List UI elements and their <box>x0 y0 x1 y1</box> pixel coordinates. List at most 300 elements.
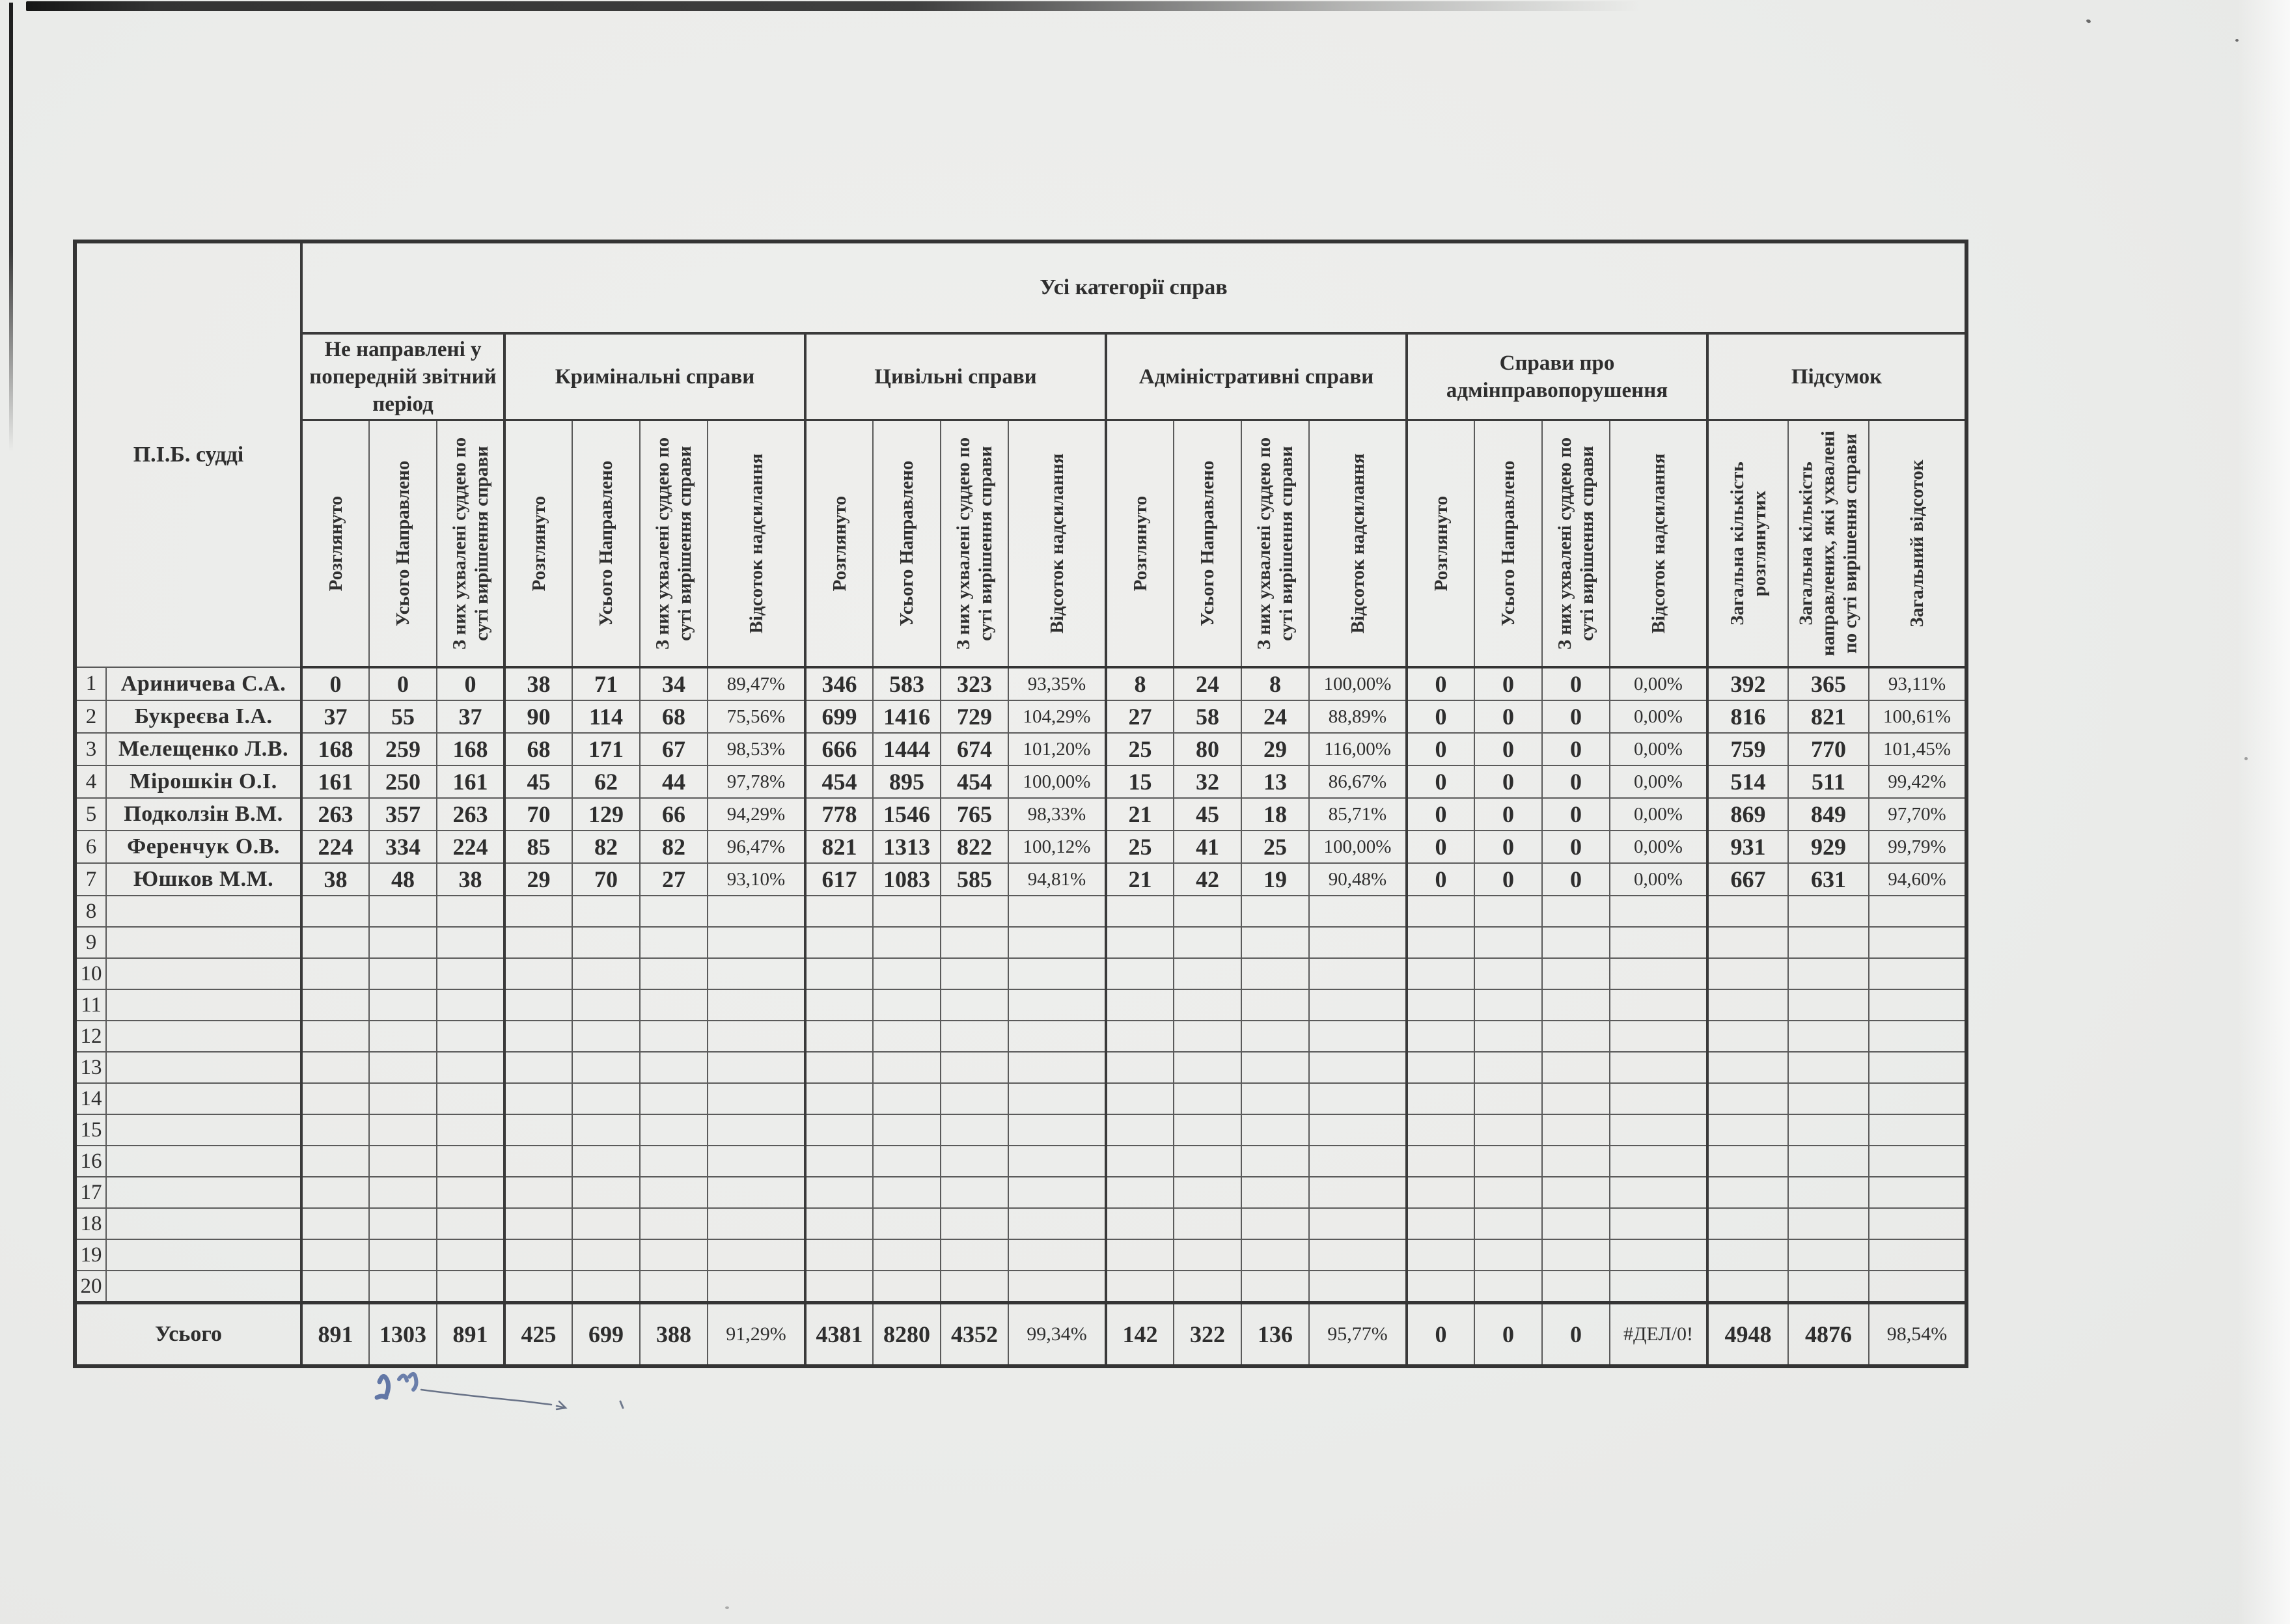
empty-cell <box>1008 1146 1106 1177</box>
empty-cell <box>941 896 1008 927</box>
all-categories-header: Усі категорії справ <box>301 241 1966 333</box>
row-number-cell: 12 <box>75 1021 106 1052</box>
rotated-label-wrap <box>440 422 501 665</box>
empty-cell <box>1241 927 1309 958</box>
empty-cell <box>941 1271 1008 1303</box>
rotated-column-header <box>1106 420 1174 668</box>
empty-cell <box>301 1239 369 1271</box>
empty-cell <box>1241 1271 1309 1303</box>
empty-cell <box>1309 958 1407 989</box>
empty-cell <box>1407 1146 1474 1177</box>
column-group-header: Не направлені у попередній звітний період <box>301 333 504 420</box>
percent-cell: 98,53% <box>708 733 805 765</box>
percent-cell: 100,00% <box>1309 667 1407 700</box>
judge-name-cell <box>106 1208 301 1239</box>
empty-cell <box>1707 1271 1788 1303</box>
judge-name-cell <box>106 1177 301 1208</box>
empty-cell <box>1008 989 1106 1021</box>
rotated-label: З них ухвалені суддею по суті вирішення справи <box>448 437 492 650</box>
empty-cell <box>301 927 369 958</box>
empty-row <box>75 1052 1966 1083</box>
scan-speck <box>725 1606 729 1609</box>
value-cell: 67 <box>640 733 708 765</box>
value-cell: 0 <box>1474 863 1542 896</box>
empty-cell <box>437 1208 504 1239</box>
row-number-cell: 15 <box>75 1114 106 1146</box>
empty-cell <box>1174 1271 1241 1303</box>
empty-cell <box>1106 958 1174 989</box>
row-number-cell: 5 <box>75 798 106 831</box>
value-cell: 38 <box>504 667 572 700</box>
value-cell: 15 <box>1106 765 1174 798</box>
value-cell: 25 <box>1106 733 1174 765</box>
empty-cell <box>941 1083 1008 1114</box>
value-cell: 29 <box>1241 733 1309 765</box>
empty-cell <box>572 1146 640 1177</box>
percent-cell: 0,00% <box>1610 831 1707 863</box>
empty-row <box>75 1208 1966 1239</box>
empty-cell <box>1869 1052 1966 1083</box>
percent-cell: 90,48% <box>1309 863 1407 896</box>
empty-cell <box>708 989 805 1021</box>
empty-row <box>75 958 1966 989</box>
empty-cell <box>572 896 640 927</box>
percent-cell: 100,61% <box>1869 700 1966 733</box>
rotated-label-wrap <box>1012 422 1102 665</box>
value-cell: 18 <box>1241 798 1309 831</box>
totals-value-cell: 136 <box>1241 1303 1309 1367</box>
judge-data-row <box>75 798 1966 831</box>
value-cell: 80 <box>1174 733 1241 765</box>
empty-cell <box>504 958 572 989</box>
empty-cell <box>301 1114 369 1146</box>
empty-cell <box>1707 896 1788 927</box>
percent-cell: 96,47% <box>708 831 805 863</box>
percent-cell: 0,00% <box>1610 863 1707 896</box>
empty-cell <box>1106 989 1174 1021</box>
empty-cell <box>1869 927 1966 958</box>
empty-cell <box>1241 1083 1309 1114</box>
empty-cell <box>504 1208 572 1239</box>
value-cell: 765 <box>941 798 1008 831</box>
empty-cell <box>873 1208 941 1239</box>
empty-cell <box>1707 1239 1788 1271</box>
empty-cell <box>369 1052 437 1083</box>
percent-cell: 0,00% <box>1610 667 1707 700</box>
column-group-header: Адміністративні справи <box>1106 333 1407 420</box>
rotated-column-header <box>504 420 572 668</box>
value-cell: 37 <box>301 700 369 733</box>
empty-cell <box>1542 989 1610 1021</box>
empty-cell <box>708 1114 805 1146</box>
empty-cell <box>1610 1052 1707 1083</box>
value-cell: 37 <box>437 700 504 733</box>
value-cell: 66 <box>640 798 708 831</box>
judge-name-cell <box>106 1146 301 1177</box>
rotated-column-header <box>873 420 941 668</box>
judge-data-row <box>75 667 1966 700</box>
empty-row <box>75 1239 1966 1271</box>
empty-cell <box>437 1271 504 1303</box>
empty-cell <box>1008 1239 1106 1271</box>
rotated-column-header <box>1610 420 1707 668</box>
totals-label: Усього <box>75 1303 301 1367</box>
empty-cell <box>873 927 941 958</box>
empty-cell <box>1869 1177 1966 1208</box>
empty-cell <box>873 1271 941 1303</box>
value-cell: 68 <box>504 733 572 765</box>
totals-value-cell: 322 <box>1174 1303 1241 1367</box>
value-cell: 27 <box>640 863 708 896</box>
empty-cell <box>437 989 504 1021</box>
empty-cell <box>1407 896 1474 927</box>
row-number-cell: 2 <box>75 700 106 733</box>
empty-cell <box>437 1239 504 1271</box>
rotated-label: З них ухвалені суддею по суті вирішення справи <box>1253 437 1297 650</box>
value-cell: 224 <box>437 831 504 863</box>
column-group-header: Кримінальні справи <box>504 333 805 420</box>
value-cell: 729 <box>941 700 1008 733</box>
empty-cell <box>1174 1208 1241 1239</box>
empty-cell <box>1542 927 1610 958</box>
empty-cell <box>941 1177 1008 1208</box>
scan-speck <box>2235 39 2239 42</box>
empty-cell <box>572 1021 640 1052</box>
value-cell: 759 <box>1707 733 1788 765</box>
value-cell: 62 <box>572 765 640 798</box>
empty-cell <box>437 927 504 958</box>
value-cell: 816 <box>1707 700 1788 733</box>
empty-cell <box>369 896 437 927</box>
value-cell: 0 <box>1474 831 1542 863</box>
judge-name-cell: Ариничева С.А. <box>106 667 301 700</box>
scanner-left-edge-artifact <box>9 3 13 452</box>
value-cell: 0 <box>369 667 437 700</box>
value-cell: 168 <box>437 733 504 765</box>
row-number-cell: 8 <box>75 896 106 927</box>
value-cell: 1416 <box>873 700 941 733</box>
empty-cell <box>369 1239 437 1271</box>
empty-cell <box>1542 1052 1610 1083</box>
page-right-highlight <box>2238 0 2290 1624</box>
empty-cell <box>1174 927 1241 958</box>
value-cell: 929 <box>1788 831 1869 863</box>
rotated-label: Розглянуто <box>1129 495 1151 592</box>
rotated-label-wrap <box>643 422 704 665</box>
value-cell: 0 <box>1407 798 1474 831</box>
empty-cell <box>873 896 941 927</box>
empty-cell <box>1788 1052 1869 1083</box>
rotated-label: З них ухвалені суддею по суті вирішення справи <box>652 437 695 650</box>
value-cell: 161 <box>437 765 504 798</box>
rotated-column-header <box>369 420 437 668</box>
value-cell: 0 <box>437 667 504 700</box>
empty-cell <box>1869 1146 1966 1177</box>
empty-row <box>75 1271 1966 1303</box>
empty-cell <box>572 1177 640 1208</box>
value-cell: 8 <box>1106 667 1174 700</box>
judge-name-cell <box>106 1083 301 1114</box>
scanner-top-edge-artifact <box>26 1 1640 11</box>
empty-cell <box>1407 927 1474 958</box>
empty-cell <box>708 1021 805 1052</box>
percent-cell: 100,00% <box>1309 831 1407 863</box>
rotated-column-header <box>1407 420 1474 668</box>
empty-cell <box>708 896 805 927</box>
empty-cell <box>1309 896 1407 927</box>
row-number-cell: 19 <box>75 1239 106 1271</box>
value-cell: 48 <box>369 863 437 896</box>
value-cell: 32 <box>1174 765 1241 798</box>
rotated-label: Усього Направлено <box>1196 460 1218 627</box>
empty-cell <box>1542 1021 1610 1052</box>
value-cell: 0 <box>1407 733 1474 765</box>
empty-cell <box>301 1146 369 1177</box>
value-cell: 0 <box>1407 700 1474 733</box>
value-cell: 85 <box>504 831 572 863</box>
empty-cell <box>1707 1083 1788 1114</box>
value-cell: 699 <box>805 700 873 733</box>
percent-cell: 101,20% <box>1008 733 1106 765</box>
rotated-column-header <box>1309 420 1407 668</box>
empty-row <box>75 1083 1966 1114</box>
empty-cell <box>572 1052 640 1083</box>
empty-cell <box>1106 927 1174 958</box>
judge-data-row <box>75 831 1966 863</box>
empty-cell <box>1174 958 1241 989</box>
value-cell: 895 <box>873 765 941 798</box>
rotated-column-header <box>708 420 805 668</box>
empty-cell <box>1241 1146 1309 1177</box>
totals-value-cell: 0 <box>1407 1303 1474 1367</box>
percent-cell: 99,79% <box>1869 831 1966 863</box>
empty-cell <box>941 1239 1008 1271</box>
rotated-column-header <box>805 420 873 668</box>
totals-value-cell: 891 <box>437 1303 504 1367</box>
empty-cell <box>1707 1177 1788 1208</box>
rotated-column-header <box>301 420 369 668</box>
empty-cell <box>437 1146 504 1177</box>
row-number-cell: 3 <box>75 733 106 765</box>
empty-cell <box>873 958 941 989</box>
value-cell: 82 <box>640 831 708 863</box>
empty-cell <box>1174 1146 1241 1177</box>
scan-speck <box>2244 757 2248 760</box>
empty-cell <box>1241 1114 1309 1146</box>
value-cell: 259 <box>369 733 437 765</box>
empty-cell <box>1106 1021 1174 1052</box>
rotated-label: Відсоток надсилання <box>1648 453 1669 634</box>
value-cell: 0 <box>1407 831 1474 863</box>
value-cell: 666 <box>805 733 873 765</box>
empty-cell <box>708 1083 805 1114</box>
percent-cell: 99,42% <box>1869 765 1966 798</box>
empty-cell <box>708 1146 805 1177</box>
empty-cell <box>369 958 437 989</box>
empty-row <box>75 896 1966 927</box>
empty-cell <box>572 1239 640 1271</box>
empty-cell <box>708 1052 805 1083</box>
judge-name-cell <box>106 989 301 1021</box>
totals-percent-cell: 99,34% <box>1008 1303 1106 1367</box>
empty-cell <box>805 1146 873 1177</box>
empty-cell <box>805 1208 873 1239</box>
empty-cell <box>805 1271 873 1303</box>
rotated-label: Усього Направлено <box>1497 460 1519 627</box>
empty-cell <box>1542 1146 1610 1177</box>
column-group-header: Цивільні справи <box>805 333 1106 420</box>
empty-cell <box>1610 958 1707 989</box>
value-cell: 38 <box>437 863 504 896</box>
empty-cell <box>1474 958 1542 989</box>
empty-cell <box>1542 1083 1610 1114</box>
empty-cell <box>640 896 708 927</box>
value-cell: 1083 <box>873 863 941 896</box>
empty-cell <box>1008 927 1106 958</box>
rotated-column-header <box>1474 420 1542 668</box>
rotated-column-header <box>437 420 504 668</box>
empty-cell <box>640 989 708 1021</box>
value-cell: 70 <box>572 863 640 896</box>
rotated-label-wrap <box>1872 422 1962 665</box>
value-cell: 1313 <box>873 831 941 863</box>
empty-cell <box>1788 927 1869 958</box>
value-cell: 0 <box>1474 733 1542 765</box>
empty-cell <box>1788 1146 1869 1177</box>
empty-cell <box>805 896 873 927</box>
row-number-cell: 10 <box>75 958 106 989</box>
value-cell: 631 <box>1788 863 1869 896</box>
percent-cell: 86,67% <box>1309 765 1407 798</box>
empty-cell <box>1707 958 1788 989</box>
empty-cell <box>1869 1239 1966 1271</box>
empty-cell <box>873 1052 941 1083</box>
value-cell: 323 <box>941 667 1008 700</box>
value-cell: 1444 <box>873 733 941 765</box>
rotated-label: З них ухвалені суддею по суті вирішення справи <box>952 437 996 650</box>
empty-cell <box>1241 958 1309 989</box>
empty-cell <box>1474 1208 1542 1239</box>
empty-cell <box>805 1052 873 1083</box>
empty-cell <box>1407 1239 1474 1271</box>
empty-cell <box>1788 1208 1869 1239</box>
value-cell: 0 <box>1542 733 1610 765</box>
empty-cell <box>640 1177 708 1208</box>
empty-cell <box>301 1021 369 1052</box>
empty-cell <box>1707 1021 1788 1052</box>
value-cell: 0 <box>1474 765 1542 798</box>
empty-cell <box>1309 1083 1407 1114</box>
judge-name-cell <box>106 1052 301 1083</box>
value-cell: 34 <box>640 667 708 700</box>
empty-cell <box>437 1052 504 1083</box>
percent-cell: 97,78% <box>708 765 805 798</box>
totals-percent-cell: 98,54% <box>1869 1303 1966 1367</box>
value-cell: 849 <box>1788 798 1869 831</box>
value-cell: 0 <box>1474 700 1542 733</box>
rotated-label-wrap <box>1791 422 1866 665</box>
empty-cell <box>1542 896 1610 927</box>
percent-cell: 94,81% <box>1008 863 1106 896</box>
value-cell: 778 <box>805 798 873 831</box>
rotated-label: Розглянуто <box>1430 495 1452 592</box>
value-cell: 263 <box>301 798 369 831</box>
value-cell: 0 <box>1542 765 1610 798</box>
value-cell: 392 <box>1707 667 1788 700</box>
empty-cell <box>1788 896 1869 927</box>
rotated-label: Відсоток надсилання <box>1046 453 1068 634</box>
value-cell: 21 <box>1106 863 1174 896</box>
value-cell: 42 <box>1174 863 1241 896</box>
empty-cell <box>301 958 369 989</box>
percent-cell: 0,00% <box>1610 700 1707 733</box>
percent-cell: 100,00% <box>1008 765 1106 798</box>
empty-cell <box>708 1271 805 1303</box>
row-number-cell: 17 <box>75 1177 106 1208</box>
empty-cell <box>1008 1083 1106 1114</box>
rotated-label: Усього Направлено <box>896 460 917 627</box>
empty-cell <box>805 958 873 989</box>
value-cell: 514 <box>1707 765 1788 798</box>
empty-cell <box>1788 1239 1869 1271</box>
empty-cell <box>437 1114 504 1146</box>
rotated-label-wrap <box>1711 422 1785 665</box>
value-cell: 0 <box>1407 765 1474 798</box>
value-cell: 224 <box>301 831 369 863</box>
value-cell: 21 <box>1106 798 1174 831</box>
empty-cell <box>369 1177 437 1208</box>
empty-cell <box>1474 1146 1542 1177</box>
value-cell: 334 <box>369 831 437 863</box>
empty-cell <box>1788 1114 1869 1146</box>
empty-cell <box>1610 927 1707 958</box>
empty-cell <box>941 958 1008 989</box>
row-number-cell: 14 <box>75 1083 106 1114</box>
empty-cell <box>640 1021 708 1052</box>
rotated-label-wrap <box>1411 422 1471 665</box>
value-cell: 250 <box>369 765 437 798</box>
empty-cell <box>1106 1271 1174 1303</box>
rotated-label: Відсоток надсилання <box>1347 453 1368 634</box>
empty-cell <box>301 1271 369 1303</box>
row-number-cell: 13 <box>75 1052 106 1083</box>
totals-value-cell: 4352 <box>941 1303 1008 1367</box>
value-cell: 25 <box>1241 831 1309 863</box>
value-cell: 8 <box>1241 667 1309 700</box>
value-cell: 71 <box>572 667 640 700</box>
empty-cell <box>1610 1239 1707 1271</box>
empty-cell <box>708 958 805 989</box>
rotated-column-header <box>1241 420 1309 668</box>
rotated-label: Розглянуто <box>528 495 549 592</box>
totals-value-cell: 0 <box>1474 1303 1542 1367</box>
value-cell: 822 <box>941 831 1008 863</box>
value-cell: 770 <box>1788 733 1869 765</box>
empty-cell <box>504 1146 572 1177</box>
percent-cell: 88,89% <box>1309 700 1407 733</box>
judge-name-cell <box>106 1021 301 1052</box>
empty-cell <box>1869 1021 1966 1052</box>
empty-cell <box>941 1021 1008 1052</box>
handwritten-ink-mark <box>361 1364 635 1422</box>
rotated-label-wrap <box>809 422 870 665</box>
row-number-cell: 11 <box>75 989 106 1021</box>
empty-cell <box>1869 958 1966 989</box>
empty-cell <box>369 1271 437 1303</box>
value-cell: 821 <box>1788 700 1869 733</box>
empty-cell <box>805 989 873 1021</box>
totals-value-cell: 142 <box>1106 1303 1174 1367</box>
